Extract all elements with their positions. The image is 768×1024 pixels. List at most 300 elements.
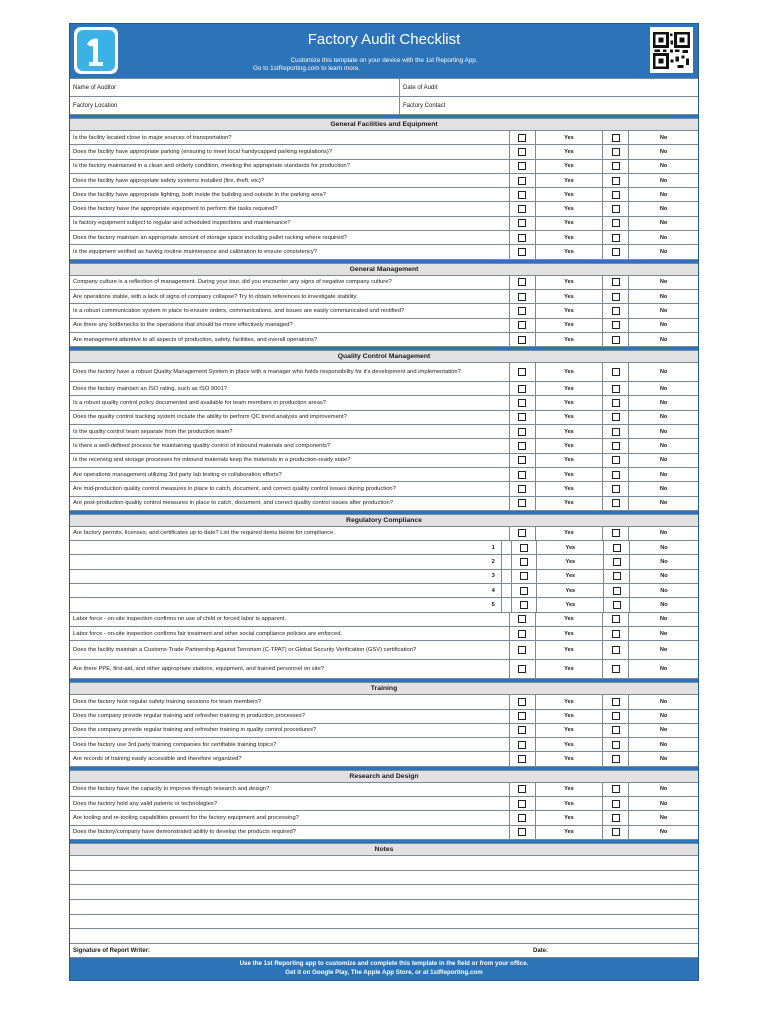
yes-checkbox[interactable] — [518, 529, 526, 537]
yes-checkbox[interactable] — [518, 385, 526, 393]
no-checkbox-cell — [604, 598, 630, 611]
yes-checkbox[interactable] — [520, 572, 528, 580]
no-checkbox-cell — [604, 541, 630, 554]
question-text: Does the factory use 3rd party training companies for certifiable training topics? — [70, 738, 510, 751]
checklist-row — [70, 216, 698, 230]
no-checkbox-cell — [603, 396, 629, 409]
yes-checkbox-cell — [512, 598, 538, 611]
yes-checkbox-cell — [510, 527, 536, 540]
question-text: Does the facility have appropriate parking (ensuring to meet local handycapped parking regulations)? — [70, 145, 510, 158]
yes-checkbox-cell — [510, 454, 536, 467]
no-checkbox[interactable] — [612, 368, 620, 376]
yes-checkbox-cell — [510, 188, 536, 201]
checklist-row — [70, 796, 698, 810]
no-label: No — [659, 630, 668, 637]
item-entry-cell[interactable] — [502, 555, 512, 568]
checklist-row — [70, 810, 698, 824]
no-checkbox-cell — [603, 497, 629, 510]
checklist-row — [70, 289, 698, 303]
yes-checkbox-cell — [510, 411, 536, 424]
yes-checkbox-cell — [510, 202, 536, 215]
signature-date-field[interactable]: Date: — [533, 947, 549, 954]
no-label: No — [660, 544, 668, 551]
no-checkbox[interactable] — [612, 485, 620, 493]
yes-checkbox-cell — [510, 811, 536, 824]
yes-label: Yes — [536, 497, 604, 510]
checklist-row — [70, 275, 698, 289]
yes-label: Yes — [536, 131, 604, 144]
yes-checkbox[interactable] — [518, 456, 526, 464]
yes-checkbox[interactable] — [518, 646, 526, 654]
question-text: Are operations stable, with a lack of signs of company collapse? Try to obtain references to investigate stability. — [70, 290, 510, 303]
question-text: Are mid-production quality control measures in place to catch, document, and correct quality control issues during production? — [70, 482, 510, 495]
yes-checkbox-cell — [510, 290, 536, 303]
question-text: Does the factory maintain an appropriate amount of storage space including pallet racking where required? — [70, 231, 510, 244]
item-entry-cell[interactable] — [502, 541, 512, 554]
no-checkbox-cell — [603, 174, 629, 187]
question-text: Are operations management utilizing 3rd party lab testing or collaboration efforts? — [70, 468, 510, 481]
yes-checkbox[interactable] — [518, 741, 526, 749]
no-checkbox-cell — [604, 584, 630, 597]
yes-checkbox-cell — [510, 468, 536, 481]
yes-label: Yes — [536, 396, 604, 409]
checklist-row — [70, 626, 698, 640]
yes-checkbox-cell — [510, 382, 536, 395]
yes-checkbox-cell — [510, 826, 536, 839]
checklist-row — [70, 612, 698, 626]
no-checkbox-cell — [603, 724, 629, 737]
question-text: Does the factory have the appropriate equipment to perform the tasks required? — [70, 202, 510, 215]
no-label: No — [660, 573, 668, 580]
yes-checkbox-cell — [510, 613, 536, 626]
no-checkbox[interactable] — [612, 428, 620, 436]
yes-checkbox[interactable] — [518, 615, 526, 623]
yes-checkbox[interactable] — [518, 321, 526, 329]
yes-label: Yes — [536, 752, 604, 765]
info-row-2 — [70, 96, 698, 114]
notes-line[interactable] — [70, 884, 698, 899]
no-label: No — [659, 471, 668, 478]
no-label: No — [659, 279, 668, 286]
yes-checkbox[interactable] — [518, 162, 526, 170]
yes-checkbox[interactable] — [518, 726, 526, 734]
no-checkbox[interactable] — [612, 800, 620, 808]
question-text: Does the facility have appropriate lighting, both inside the building and outside in the parking area? — [70, 188, 510, 201]
no-checkbox[interactable] — [612, 148, 620, 156]
no-label: No — [659, 698, 668, 705]
no-checkbox[interactable] — [612, 615, 620, 623]
yes-checkbox-cell — [510, 425, 536, 438]
yes-checkbox[interactable] — [520, 544, 528, 552]
section-title: Training — [70, 682, 698, 694]
checklist-row — [70, 737, 698, 751]
yes-checkbox-cell — [510, 333, 536, 346]
yes-checkbox[interactable] — [518, 219, 526, 227]
yes-checkbox-cell — [510, 752, 536, 765]
section-title: Research and Design — [70, 770, 698, 782]
question-text: Does the factory hold any valid patents or technologies? — [70, 797, 510, 810]
no-checkbox[interactable] — [612, 785, 620, 793]
checklist-row — [70, 569, 698, 583]
no-checkbox[interactable] — [612, 278, 620, 286]
question-text: Does the company provide regular training and refresher training in production processes? — [70, 710, 510, 723]
no-checkbox[interactable] — [612, 741, 620, 749]
yes-checkbox[interactable] — [518, 293, 526, 301]
yes-checkbox-cell — [510, 160, 536, 173]
yes-checkbox[interactable] — [518, 814, 526, 822]
no-checkbox[interactable] — [612, 399, 620, 407]
yes-checkbox[interactable] — [518, 205, 526, 213]
no-checkbox[interactable] — [612, 529, 620, 537]
question-text: Is the quality control team separate from the production team? — [70, 425, 510, 438]
yes-checkbox-cell — [510, 276, 536, 289]
no-checkbox[interactable] — [612, 162, 620, 170]
no-label: No — [659, 485, 668, 492]
no-checkbox-cell — [603, 231, 629, 244]
question-text: Is the receiving and storage processes for inbound materials keep the materials in a production-ready state? — [70, 454, 510, 467]
item-number: 5 — [70, 598, 502, 611]
no-checkbox-cell — [603, 695, 629, 708]
checklist-row — [70, 303, 698, 317]
no-label: No — [659, 191, 668, 198]
no-label: No — [659, 307, 668, 314]
no-checkbox[interactable] — [612, 828, 620, 836]
item-entry-cell[interactable] — [502, 570, 512, 583]
question-text: Does the company provide regular training and refresher training in quality control procedures? — [70, 724, 510, 737]
yes-checkbox-cell — [510, 797, 536, 810]
question-text: Is the factory maintained in a clean and orderly condition, meeting the appropriate standards for production? — [70, 160, 510, 173]
no-label: No — [660, 559, 668, 566]
no-checkbox-cell — [603, 482, 629, 495]
no-checkbox[interactable] — [612, 755, 620, 763]
no-checkbox[interactable] — [612, 814, 620, 822]
checklist-row — [70, 782, 698, 796]
checklist-row — [70, 825, 698, 839]
yes-checkbox[interactable] — [520, 601, 528, 609]
no-checkbox-cell — [603, 145, 629, 158]
no-checkbox[interactable] — [613, 572, 621, 580]
yes-checkbox[interactable] — [518, 234, 526, 242]
no-label: No — [659, 400, 668, 407]
item-number: 1 — [70, 541, 502, 554]
page-title: Factory Audit Checklist — [307, 31, 461, 48]
yes-label: Yes — [536, 382, 604, 395]
checklist-row — [70, 130, 698, 144]
no-label: No — [659, 336, 668, 343]
no-checkbox[interactable] — [612, 293, 620, 301]
yes-checkbox-cell — [510, 304, 536, 317]
notes-line[interactable] — [70, 855, 698, 870]
yes-checkbox[interactable] — [518, 278, 526, 286]
no-checkbox[interactable] — [612, 413, 620, 421]
yes-checkbox[interactable] — [518, 800, 526, 808]
notes-line[interactable] — [70, 928, 698, 943]
yes-checkbox[interactable] — [518, 485, 526, 493]
question-text: Labor force - on-site inspection confirms fair treatment and other social compliance policies are enforced. — [70, 627, 510, 640]
yes-checkbox[interactable] — [518, 712, 526, 720]
no-checkbox[interactable] — [612, 712, 620, 720]
no-checkbox[interactable] — [612, 336, 620, 344]
yes-checkbox[interactable] — [518, 177, 526, 185]
signature-field[interactable]: Signature of Report Writer: — [73, 947, 150, 954]
no-checkbox-cell — [603, 527, 629, 540]
no-label: No — [659, 457, 668, 464]
subtitle-line-1: Customize this template on your device with the 1st Reporting App. — [290, 57, 478, 64]
no-checkbox-cell — [603, 627, 629, 640]
no-checkbox-cell — [603, 811, 629, 824]
no-checkbox[interactable] — [612, 177, 620, 185]
no-checkbox[interactable] — [612, 234, 620, 242]
question-text: Are management attentive to all aspects of production, safety, facilities, and overall operations? — [70, 333, 510, 346]
yes-label: Yes — [536, 202, 604, 215]
yes-label: Yes — [536, 482, 604, 495]
question-text: Are there any bottlenecks to the operations that should be more effectively managed? — [70, 319, 510, 332]
checklist-row — [70, 173, 698, 187]
item-entry-cell[interactable] — [502, 584, 512, 597]
question-text: Does the factory have the capacity to improve through research and design? — [70, 783, 510, 796]
item-number: 2 — [70, 555, 502, 568]
yes-checkbox-cell — [510, 482, 536, 495]
footer-line-1: Use the 1st Reporting app to customize and complete this template in the field or from your office. — [239, 960, 529, 967]
yes-label: Yes — [536, 710, 604, 723]
checklist-row — [70, 244, 698, 258]
no-label: No — [659, 206, 668, 213]
yes-checkbox[interactable] — [518, 755, 526, 763]
yes-checkbox-cell — [510, 131, 536, 144]
no-checkbox-cell — [603, 382, 629, 395]
no-label: No — [659, 163, 668, 170]
question-text: Does the factory maintain an ISO rating, such as ISO 9001? — [70, 382, 510, 395]
no-checkbox[interactable] — [612, 219, 620, 227]
no-label: No — [659, 148, 668, 155]
yes-checkbox[interactable] — [518, 148, 526, 156]
yes-label: Yes — [536, 613, 604, 626]
yes-checkbox[interactable] — [518, 134, 526, 142]
checklist-row — [70, 332, 698, 346]
yes-checkbox[interactable] — [518, 828, 526, 836]
checklist-row — [70, 526, 698, 540]
no-checkbox[interactable] — [612, 646, 620, 654]
yes-label: Yes — [536, 527, 604, 540]
question-text: Are factory permits, licenses, and certificates up to date? List the required items below for compliance. — [70, 527, 510, 540]
no-checkbox-cell — [603, 797, 629, 810]
no-checkbox[interactable] — [612, 499, 620, 507]
no-checkbox[interactable] — [612, 698, 620, 706]
no-checkbox-cell — [603, 333, 629, 346]
no-label: No — [659, 385, 668, 392]
no-label: No — [659, 814, 668, 821]
no-checkbox[interactable] — [612, 205, 620, 213]
no-checkbox-cell — [603, 468, 629, 481]
audit-date-label: Date of Audit — [403, 84, 438, 91]
yes-label: Yes — [536, 160, 604, 173]
no-checkbox[interactable] — [612, 385, 620, 393]
notes-line[interactable] — [70, 914, 698, 929]
no-checkbox-cell — [604, 570, 630, 583]
no-label: No — [659, 177, 668, 184]
checklist-row — [70, 144, 698, 158]
checklist-row — [70, 640, 698, 659]
yes-label: Yes — [536, 439, 604, 452]
yes-label: Yes — [536, 145, 604, 158]
yes-checkbox-cell — [510, 710, 536, 723]
no-checkbox-cell — [603, 439, 629, 452]
yes-label: Yes — [536, 188, 604, 201]
checklist-row — [70, 453, 698, 467]
no-checkbox-cell — [603, 304, 629, 317]
yes-checkbox-cell — [510, 231, 536, 244]
no-checkbox[interactable] — [612, 665, 620, 673]
yes-label: Yes — [536, 245, 604, 258]
notes-line[interactable] — [70, 899, 698, 914]
section-title: Regulatory Compliance — [70, 514, 698, 526]
checklist-row — [70, 159, 698, 173]
question-text: Are tooling and re-tooling capabilities present for the factory equipment and processing? — [70, 811, 510, 824]
yes-label: Yes — [536, 333, 604, 346]
checklist-row — [70, 395, 698, 409]
yes-checkbox[interactable] — [518, 248, 526, 256]
no-label: No — [659, 234, 668, 241]
no-checkbox[interactable] — [612, 726, 620, 734]
yes-label: Yes — [537, 570, 604, 583]
yes-label: Yes — [536, 826, 604, 839]
yes-checkbox[interactable] — [518, 368, 526, 376]
page-subtitle — [70, 57, 698, 73]
yes-checkbox[interactable] — [518, 428, 526, 436]
location-field[interactable] — [70, 97, 400, 114]
yes-label: Yes — [536, 217, 604, 230]
auditor-field[interactable] — [70, 79, 400, 96]
yes-checkbox[interactable] — [518, 399, 526, 407]
yes-checkbox[interactable] — [518, 413, 526, 421]
checklist-row — [70, 597, 698, 611]
yes-checkbox[interactable] — [518, 191, 526, 199]
no-label: No — [659, 500, 668, 507]
no-label: No — [659, 786, 668, 793]
no-checkbox[interactable] — [613, 544, 621, 552]
question-text: Labor force - on-site inspection confirms no use of child or forced labor is apparent. — [70, 613, 510, 626]
question-text: Company culture is a reflection of management. During your tour, did you encounter any signs of negative company culture? — [70, 276, 510, 289]
question-text: Are records of training easily accessible and therefore organized? — [70, 752, 510, 765]
yes-label: Yes — [537, 598, 604, 611]
checklist-row — [70, 694, 698, 708]
yes-checkbox[interactable] — [518, 665, 526, 673]
contact-field[interactable] — [400, 97, 445, 114]
no-label: No — [659, 616, 668, 623]
yes-label: Yes — [537, 555, 604, 568]
no-checkbox-cell — [603, 613, 629, 626]
question-text: Does the facility maintain a Customs-Trade Partnership Against Terrorism (C-TPAT) or Global Security Verification (GSV) certification? — [70, 641, 510, 659]
no-checkbox[interactable] — [612, 630, 620, 638]
contact-label: Factory Contact — [403, 102, 446, 109]
yes-label: Yes — [536, 319, 604, 332]
yes-checkbox[interactable] — [518, 785, 526, 793]
no-checkbox[interactable] — [612, 442, 620, 450]
yes-checkbox-cell — [512, 541, 538, 554]
notes-title: Notes — [70, 843, 698, 855]
checklist-row — [70, 659, 698, 678]
yes-label: Yes — [536, 425, 604, 438]
checklist-row — [70, 318, 698, 332]
yes-checkbox[interactable] — [518, 630, 526, 638]
yes-checkbox[interactable] — [520, 587, 528, 595]
question-text: Is there a well-defined process for maintaining quality control of inbound materials and components? — [70, 439, 510, 452]
checklist-row — [70, 187, 698, 201]
checklist-row — [70, 496, 698, 510]
item-entry-cell[interactable] — [502, 598, 512, 611]
no-label: No — [659, 727, 668, 734]
no-label: No — [660, 601, 668, 608]
no-checkbox[interactable] — [613, 587, 621, 595]
yes-checkbox[interactable] — [520, 558, 528, 566]
qr-code-icon — [650, 27, 693, 73]
no-label: No — [659, 249, 668, 256]
checklist-row — [70, 481, 698, 495]
no-label: No — [659, 530, 668, 537]
yes-checkbox-cell — [512, 570, 538, 583]
no-checkbox[interactable] — [613, 558, 621, 566]
audit-date-field[interactable] — [400, 79, 437, 96]
notes-line[interactable] — [70, 870, 698, 885]
no-checkbox[interactable] — [612, 248, 620, 256]
no-checkbox-cell — [603, 738, 629, 751]
yes-checkbox[interactable] — [518, 698, 526, 706]
yes-checkbox[interactable] — [518, 471, 526, 479]
no-checkbox-cell — [604, 555, 630, 568]
yes-checkbox[interactable] — [518, 499, 526, 507]
no-checkbox[interactable] — [612, 191, 620, 199]
no-checkbox-cell — [603, 217, 629, 230]
no-checkbox[interactable] — [613, 601, 621, 609]
no-checkbox[interactable] — [612, 134, 620, 142]
no-label: No — [659, 442, 668, 449]
no-checkbox[interactable] — [612, 456, 620, 464]
yes-label: Yes — [536, 797, 604, 810]
yes-label: Yes — [536, 738, 604, 751]
no-label: No — [659, 428, 668, 435]
question-text: Is factory equipment subject to regular and scheduled inspections and maintenance? — [70, 217, 510, 230]
yes-checkbox-cell — [510, 627, 536, 640]
yes-label: Yes — [536, 724, 604, 737]
yes-checkbox-cell — [510, 641, 536, 659]
checklist-row — [70, 362, 698, 381]
checklist-row — [70, 583, 698, 597]
yes-checkbox[interactable] — [518, 336, 526, 344]
question-text: Does the factory/company have demonstrated ability to develop the products required? — [70, 826, 510, 839]
no-checkbox-cell — [603, 660, 629, 678]
question-text: Does the quality control tracking system include the ability to perform QC trend analysis and improvement? — [70, 411, 510, 424]
no-label: No — [659, 369, 668, 376]
yes-checkbox[interactable] — [518, 442, 526, 450]
no-checkbox[interactable] — [612, 321, 620, 329]
item-number: 3 — [70, 570, 502, 583]
no-label: No — [659, 322, 668, 329]
no-checkbox[interactable] — [612, 307, 620, 315]
checklist-row — [70, 230, 698, 244]
yes-checkbox-cell — [512, 555, 538, 568]
yes-checkbox[interactable] — [518, 307, 526, 315]
yes-label: Yes — [536, 276, 604, 289]
yes-checkbox-cell — [510, 319, 536, 332]
notes-area[interactable] — [70, 855, 698, 943]
signature-row — [70, 943, 698, 957]
no-checkbox-cell — [603, 160, 629, 173]
no-checkbox-cell — [603, 752, 629, 765]
checklist-row — [70, 201, 698, 215]
yes-label: Yes — [537, 541, 604, 554]
no-checkbox[interactable] — [612, 471, 620, 479]
yes-checkbox-cell — [510, 738, 536, 751]
